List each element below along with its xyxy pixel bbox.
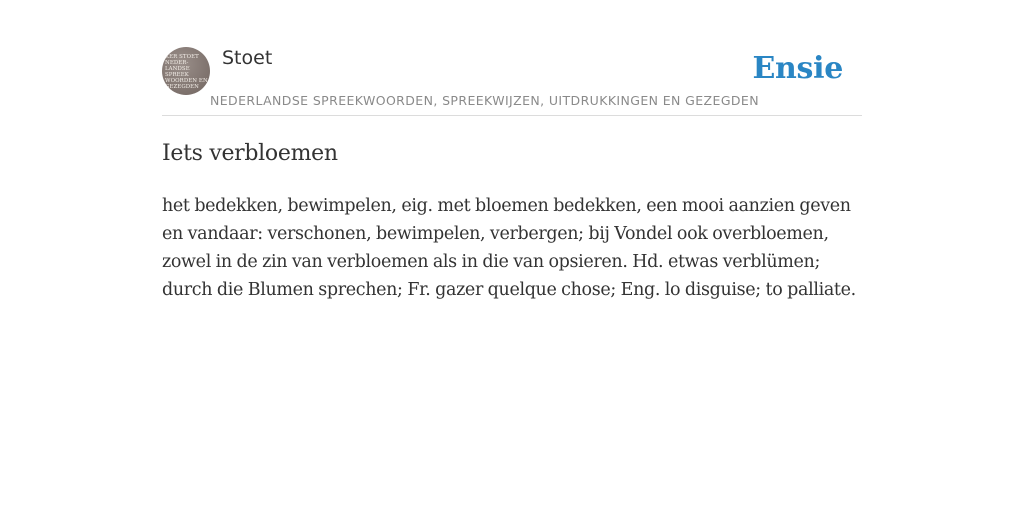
avatar-book-cover-text: KER STOET NEDER- LANDSE SPREEK WOORDEN EN GEZEGDEN [165,54,208,90]
entry-definition: het bedekken, bewimpelen, eig. met bloemen bedekken, een mooi aanzien geven en vandaar: verschonen, bewimpelen, verbergen; bij Vondel ook overbloemen, zowel in de zin van verbloemen als in die van opsieren. Hd. etwas verblümen; durch die Blumen sprechen; Fr. gazer quelque chose; Eng. lo disguise; to palliate. [162,196,856,300]
source-avatar[interactable] [162,47,210,95]
entry-card [162,0,862,512]
source-header [162,0,862,116]
entry-title: Iets verbloemen [162,141,338,166]
source-author[interactable]: Stoet [222,47,273,69]
source-subtitle[interactable]: NEDERLANDSE SPREEKWOORDEN, SPREEKWIJZEN, UITDRUKKINGEN EN GEZEGDEN [210,93,759,108]
ensie-logo-link[interactable]: Ensie [752,51,843,86]
